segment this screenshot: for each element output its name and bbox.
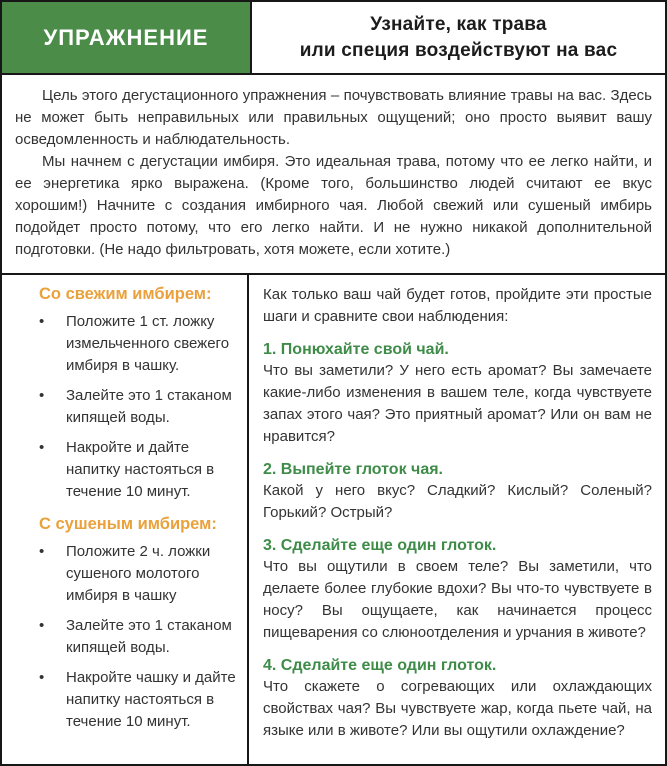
step-2-heading: 2. Выпейте глоток чая.	[263, 461, 443, 478]
steps-intro: Как только ваш чай будет готов, пройдите эти простые шаги и сравните свои наблюдения:	[263, 286, 652, 325]
bullet-icon: •	[39, 617, 45, 634]
list-item	[39, 541, 239, 607]
list-item	[39, 385, 239, 429]
recipe-column	[2, 275, 249, 764]
bullet-icon: •	[39, 387, 45, 404]
page-title	[252, 2, 665, 73]
step-3	[263, 537, 652, 644]
list-item-text: Положите 2 ч. ложки сушеного молотого имбиря в чашку	[66, 543, 211, 604]
step-1-text: Что вы заметили? У него есть аромат? Вы замечаете какие-либо изменения в вашем теле, когда чувствуете запах этого чая? Это приятный аромат? Или он вам не нравится?	[263, 362, 652, 445]
dried-ginger-list	[39, 541, 239, 733]
step-3-text: Что вы ощутили в своем теле? Вы заметили, что делаете более глубокие вдохи? Вы что-то чувствуете в носу? Вы ощущаете, как начинается процесс пищеварения со слюноотделения и урчания в животе?	[263, 558, 652, 641]
page-title-line2: или специя воздействуют на вас	[299, 39, 618, 61]
two-column-section	[2, 273, 665, 764]
list-item-text: Залейте это 1 стаканом кипящей воды.	[66, 387, 232, 426]
intro-section	[2, 75, 665, 273]
step-4-text: Что скажете о согревающих или охлаждающих свойствах чая? Вы чувствуете жар, когда пьете чай, на языке или в животе? Или вы ощутили охлаждение?	[263, 678, 652, 739]
list-item-text: Накройте чашку и дайте напитку настояться в течение 10 минут.	[66, 669, 236, 730]
step-2-text: Какой у него вкус? Сладкий? Кислый? Соленый? Горький? Острый?	[263, 482, 652, 521]
list-item-text: Залейте это 1 стаканом кипящей воды.	[66, 617, 232, 656]
page-title-line1: Узнайте, как трава	[370, 13, 547, 35]
step-4-heading: 4. Сделайте еще один глоток.	[263, 657, 497, 674]
step-2	[263, 461, 652, 524]
step-4	[263, 657, 652, 742]
exercise-badge: УПРАЖНЕНИЕ	[2, 2, 252, 73]
bullet-icon: •	[39, 313, 45, 330]
fresh-ginger-list	[39, 311, 239, 503]
step-1	[263, 341, 652, 448]
step-1-heading: 1. Понюхайте свой чай.	[263, 341, 449, 358]
list-item-text: Положите 1 ст. ложку измельченного свежего имбиря в чашку.	[66, 313, 230, 374]
page-header	[2, 2, 665, 75]
bullet-icon: •	[39, 439, 45, 456]
list-item	[39, 437, 239, 503]
bullet-icon: •	[39, 543, 45, 560]
bullet-icon: •	[39, 669, 45, 686]
intro-paragraph-2: Мы начнем с дегустации имбиря. Это идеальная трава, потому что ее легко найти, и ее энергетика ярко выражена. (Кроме того, большинство людей считают ее вкус хорошим!) Начните с создания имбирного чая. Любой свежий или сушеный имбирь подойдет просто потому, что его легко найти. И не нужно никакой дополнительной подготовки. (Не надо фильтровать, хотя можете, если хотите.)	[15, 153, 652, 258]
fresh-ginger-heading: Со свежим имбирем:	[39, 285, 212, 303]
list-item	[39, 615, 239, 659]
list-item-text: Накройте и дайте напитку настояться в течение 10 минут.	[66, 439, 215, 500]
list-item	[39, 311, 239, 377]
intro-paragraph-1: Цель этого дегустационного упражнения – почувствовать влияние травы на вас. Здесь не может быть неправильных или правильных ощущений; оно просто выявит вашу осведомленность и наблюдательность.	[15, 87, 652, 148]
list-item	[39, 667, 239, 733]
step-3-heading: 3. Сделайте еще один глоток.	[263, 537, 497, 554]
steps-column	[249, 275, 665, 764]
dried-ginger-heading: С сушеным имбирем:	[39, 515, 217, 533]
